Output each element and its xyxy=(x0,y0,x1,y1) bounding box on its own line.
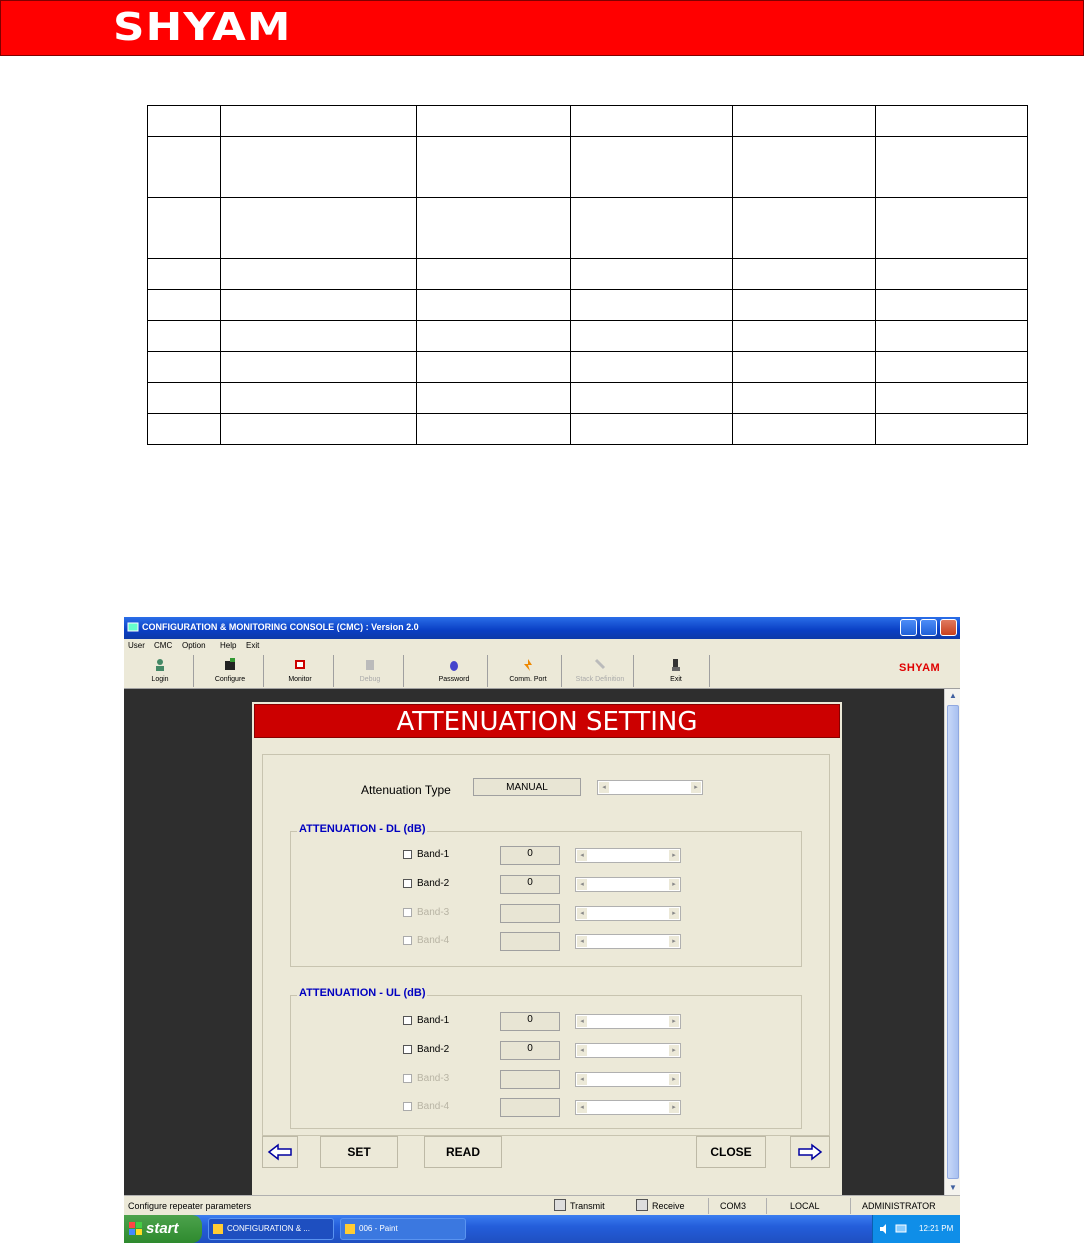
dl-band-3-slider[interactable]: ◂ ▸ xyxy=(575,906,681,921)
table-cell xyxy=(733,290,876,321)
table-cell xyxy=(148,352,221,383)
attenuation-type-slider[interactable] xyxy=(597,780,703,795)
attenuation-dl-group xyxy=(290,823,802,967)
scrollbar-thumb[interactable] xyxy=(947,705,959,1179)
ul-band-2-value: 0 xyxy=(500,1041,560,1060)
ul-band-4-label: Band-4 xyxy=(417,1101,450,1112)
attenuation-setting-form xyxy=(252,702,842,1195)
menu-option[interactable]: Option xyxy=(182,641,206,650)
table-row xyxy=(148,106,1028,137)
table-row xyxy=(148,414,1028,445)
forward-arrow-button[interactable] xyxy=(790,1136,830,1168)
ul-band-3-value xyxy=(500,1070,560,1089)
dl-band-2-label: Band-2 xyxy=(417,878,450,889)
table-cell xyxy=(417,414,571,445)
dl-band-1-label: Band-1 xyxy=(417,849,450,860)
debug-icon xyxy=(364,658,376,672)
menu-bar xyxy=(124,639,960,653)
scroll-down-icon[interactable]: ▼ xyxy=(949,1183,957,1192)
menu-exit[interactable]: Exit xyxy=(246,641,260,650)
ul-band-1-checkbox[interactable] xyxy=(403,1016,412,1025)
taskbar-clock: 12:21 PM xyxy=(919,1224,954,1233)
dl-band-4-slider[interactable]: ◂ ▸ xyxy=(575,934,681,949)
table-cell xyxy=(417,198,571,259)
app-icon xyxy=(127,621,139,633)
table-cell xyxy=(733,383,876,414)
empty-document-table xyxy=(147,105,1028,445)
set-button[interactable]: SET xyxy=(320,1136,398,1168)
table-cell xyxy=(148,383,221,414)
configure-icon xyxy=(224,658,236,672)
left-arrow-icon xyxy=(267,1143,293,1161)
status-transmit: Transmit xyxy=(570,1201,605,1211)
table-cell xyxy=(148,414,221,445)
vertical-scrollbar[interactable] xyxy=(944,689,960,1195)
paint-task-icon xyxy=(345,1224,355,1234)
table-cell xyxy=(221,198,417,259)
ul-band-3-checkbox[interactable] xyxy=(403,1074,412,1083)
menu-user[interactable]: User xyxy=(128,641,145,650)
table-cell xyxy=(733,137,876,198)
windows-flag-icon xyxy=(129,1222,143,1236)
toolbar-comm-port-button[interactable]: Comm. Port xyxy=(494,655,562,687)
toolbar-debug-button[interactable]: Debug xyxy=(336,655,404,687)
attenuation-ul-title: ATTENUATION - UL (dB) xyxy=(299,987,426,999)
receive-icon xyxy=(636,1199,648,1211)
menu-cmc[interactable]: CMC xyxy=(154,641,173,650)
toolbar xyxy=(124,653,960,689)
table-cell xyxy=(417,383,571,414)
table-cell xyxy=(571,414,733,445)
ul-band-2-slider[interactable]: ◂ ▸ xyxy=(575,1043,681,1058)
stack-definition-icon xyxy=(594,658,606,672)
table-cell xyxy=(417,321,571,352)
minimize-button[interactable] xyxy=(900,619,917,636)
form-heading: ATTENUATION SETTING xyxy=(254,704,840,738)
system-tray xyxy=(872,1215,960,1243)
dl-band-4-value xyxy=(500,932,560,951)
dl-band-3-row xyxy=(291,904,803,924)
speaker-icon[interactable] xyxy=(879,1223,891,1235)
toolbar-configure-button[interactable]: Configure xyxy=(196,655,264,687)
dl-band-4-label: Band-4 xyxy=(417,935,450,946)
comm-port-icon xyxy=(522,658,534,672)
status-receive: Receive xyxy=(652,1201,685,1211)
cmc-application-window xyxy=(124,617,960,1243)
toolbar-password-button[interactable]: Password xyxy=(420,655,488,687)
table-cell xyxy=(571,383,733,414)
start-button[interactable]: start xyxy=(124,1215,202,1243)
windows-taskbar xyxy=(124,1215,960,1243)
status-bar xyxy=(124,1195,960,1215)
dl-band-1-row xyxy=(291,846,803,866)
shyam-logo: SHYAM xyxy=(113,5,292,49)
table-cell xyxy=(876,198,1028,259)
attenuation-type-value: MANUAL xyxy=(473,778,581,796)
ul-band-1-label: Band-1 xyxy=(417,1015,450,1026)
table-row xyxy=(148,137,1028,198)
table-cell xyxy=(733,414,876,445)
table-row xyxy=(148,198,1028,259)
table-cell xyxy=(733,259,876,290)
close-window-button[interactable] xyxy=(940,619,957,636)
dl-band-1-value: 0 xyxy=(500,846,560,865)
table-cell xyxy=(148,137,221,198)
table-cell xyxy=(876,137,1028,198)
table-cell xyxy=(876,290,1028,321)
login-icon xyxy=(154,658,166,672)
network-icon[interactable] xyxy=(895,1223,907,1235)
dl-band-2-slider[interactable]: ◂ ▸ xyxy=(575,877,681,892)
ul-band-2-checkbox[interactable] xyxy=(403,1045,412,1054)
dl-band-2-checkbox[interactable] xyxy=(403,879,412,888)
table-cell xyxy=(148,321,221,352)
dl-band-2-value: 0 xyxy=(500,875,560,894)
read-button[interactable]: READ xyxy=(424,1136,502,1168)
ul-band-2-label: Band-2 xyxy=(417,1044,450,1055)
window-titlebar[interactable] xyxy=(124,617,960,639)
table-cell xyxy=(876,259,1028,290)
table-row xyxy=(148,352,1028,383)
status-message: Configure repeater parameters xyxy=(128,1201,252,1211)
taskbar-item-paint[interactable]: 006 - Paint xyxy=(340,1218,466,1240)
back-arrow-button[interactable] xyxy=(262,1136,298,1168)
table-cell xyxy=(417,259,571,290)
table-cell xyxy=(571,137,733,198)
ul-band-1-row xyxy=(291,1012,803,1032)
table-cell xyxy=(148,259,221,290)
table-cell xyxy=(221,259,417,290)
exit-icon xyxy=(670,658,682,672)
table-cell xyxy=(733,352,876,383)
table-cell xyxy=(733,106,876,137)
dl-band-1-slider[interactable]: ◂ ▸ xyxy=(575,848,681,863)
attenuation-type-label: Attenuation Type xyxy=(361,783,451,797)
table-cell xyxy=(221,383,417,414)
transmit-icon xyxy=(554,1199,566,1211)
toolbar-shyam-logo: SHYAM xyxy=(899,662,941,674)
settings-panel xyxy=(262,754,830,1136)
toolbar-login-button[interactable]: Login xyxy=(126,655,194,687)
monitor-icon xyxy=(294,658,306,672)
ul-band-3-label: Band-3 xyxy=(417,1073,450,1084)
table-row xyxy=(148,321,1028,352)
table-cell xyxy=(876,414,1028,445)
table-cell xyxy=(876,352,1028,383)
table-cell xyxy=(221,137,417,198)
ul-band-1-value: 0 xyxy=(500,1012,560,1031)
table-row xyxy=(148,290,1028,321)
table-cell xyxy=(571,198,733,259)
table-row xyxy=(148,383,1028,414)
dl-band-2-row xyxy=(291,875,803,895)
table-cell xyxy=(571,259,733,290)
table-cell xyxy=(571,106,733,137)
maximize-button[interactable] xyxy=(920,619,937,636)
table-cell xyxy=(221,106,417,137)
table-cell xyxy=(221,414,417,445)
dl-band-3-label: Band-3 xyxy=(417,907,450,918)
window-title: CONFIGURATION & MONITORING CONSOLE (CMC) : Version 2.0 xyxy=(142,622,419,632)
dl-band-4-row xyxy=(291,932,803,952)
table-row xyxy=(148,259,1028,290)
status-user: ADMINISTRATOR xyxy=(862,1201,936,1211)
table-cell xyxy=(733,321,876,352)
close-button[interactable]: CLOSE xyxy=(696,1136,766,1168)
right-arrow-icon xyxy=(797,1143,823,1161)
table-cell xyxy=(417,290,571,321)
table-cell xyxy=(571,352,733,383)
ul-band-2-row xyxy=(291,1041,803,1061)
table-cell xyxy=(417,106,571,137)
ul-band-4-row xyxy=(291,1098,803,1118)
document-header-bar xyxy=(0,0,1084,56)
table-cell xyxy=(876,321,1028,352)
dl-band-3-checkbox[interactable] xyxy=(403,908,412,917)
toolbar-monitor-button[interactable]: Monitor xyxy=(266,655,334,687)
table-cell xyxy=(876,383,1028,414)
table-cell xyxy=(417,352,571,383)
table-cell xyxy=(571,321,733,352)
table-cell xyxy=(221,290,417,321)
status-port: COM3 xyxy=(720,1201,747,1211)
ul-band-3-slider[interactable]: ◂ ▸ xyxy=(575,1072,681,1087)
ul-band-3-row xyxy=(291,1070,803,1090)
taskbar-item-cmc[interactable]: CONFIGURATION & ... xyxy=(208,1218,334,1240)
ul-band-4-checkbox[interactable] xyxy=(403,1102,412,1111)
status-mode: LOCAL xyxy=(790,1201,820,1211)
toolbar-stack-definition-button[interactable]: Stack Definition xyxy=(566,655,634,687)
slider-left-icon[interactable]: ◂ xyxy=(599,782,609,793)
table-cell xyxy=(221,321,417,352)
scroll-up-icon[interactable]: ▲ xyxy=(949,691,957,700)
dl-band-1-checkbox[interactable] xyxy=(403,850,412,859)
table-cell xyxy=(571,290,733,321)
toolbar-exit-button[interactable]: Exit xyxy=(642,655,710,687)
ul-band-4-slider[interactable]: ◂ ▸ xyxy=(575,1100,681,1115)
slider-right-icon[interactable]: ▸ xyxy=(691,782,701,793)
dl-band-3-value xyxy=(500,904,560,923)
table-cell xyxy=(417,137,571,198)
attenuation-ul-group xyxy=(290,987,802,1129)
table-cell xyxy=(148,198,221,259)
ul-band-4-value xyxy=(500,1098,560,1117)
dl-band-4-checkbox[interactable] xyxy=(403,936,412,945)
cmc-task-icon xyxy=(213,1224,223,1234)
table-cell xyxy=(148,290,221,321)
ul-band-1-slider[interactable]: ◂ ▸ xyxy=(575,1014,681,1029)
password-icon xyxy=(448,658,460,672)
table-cell xyxy=(148,106,221,137)
menu-help[interactable]: Help xyxy=(220,641,237,650)
table-cell xyxy=(221,352,417,383)
attenuation-dl-title: ATTENUATION - DL (dB) xyxy=(299,823,426,835)
table-cell xyxy=(876,106,1028,137)
table-cell xyxy=(733,198,876,259)
